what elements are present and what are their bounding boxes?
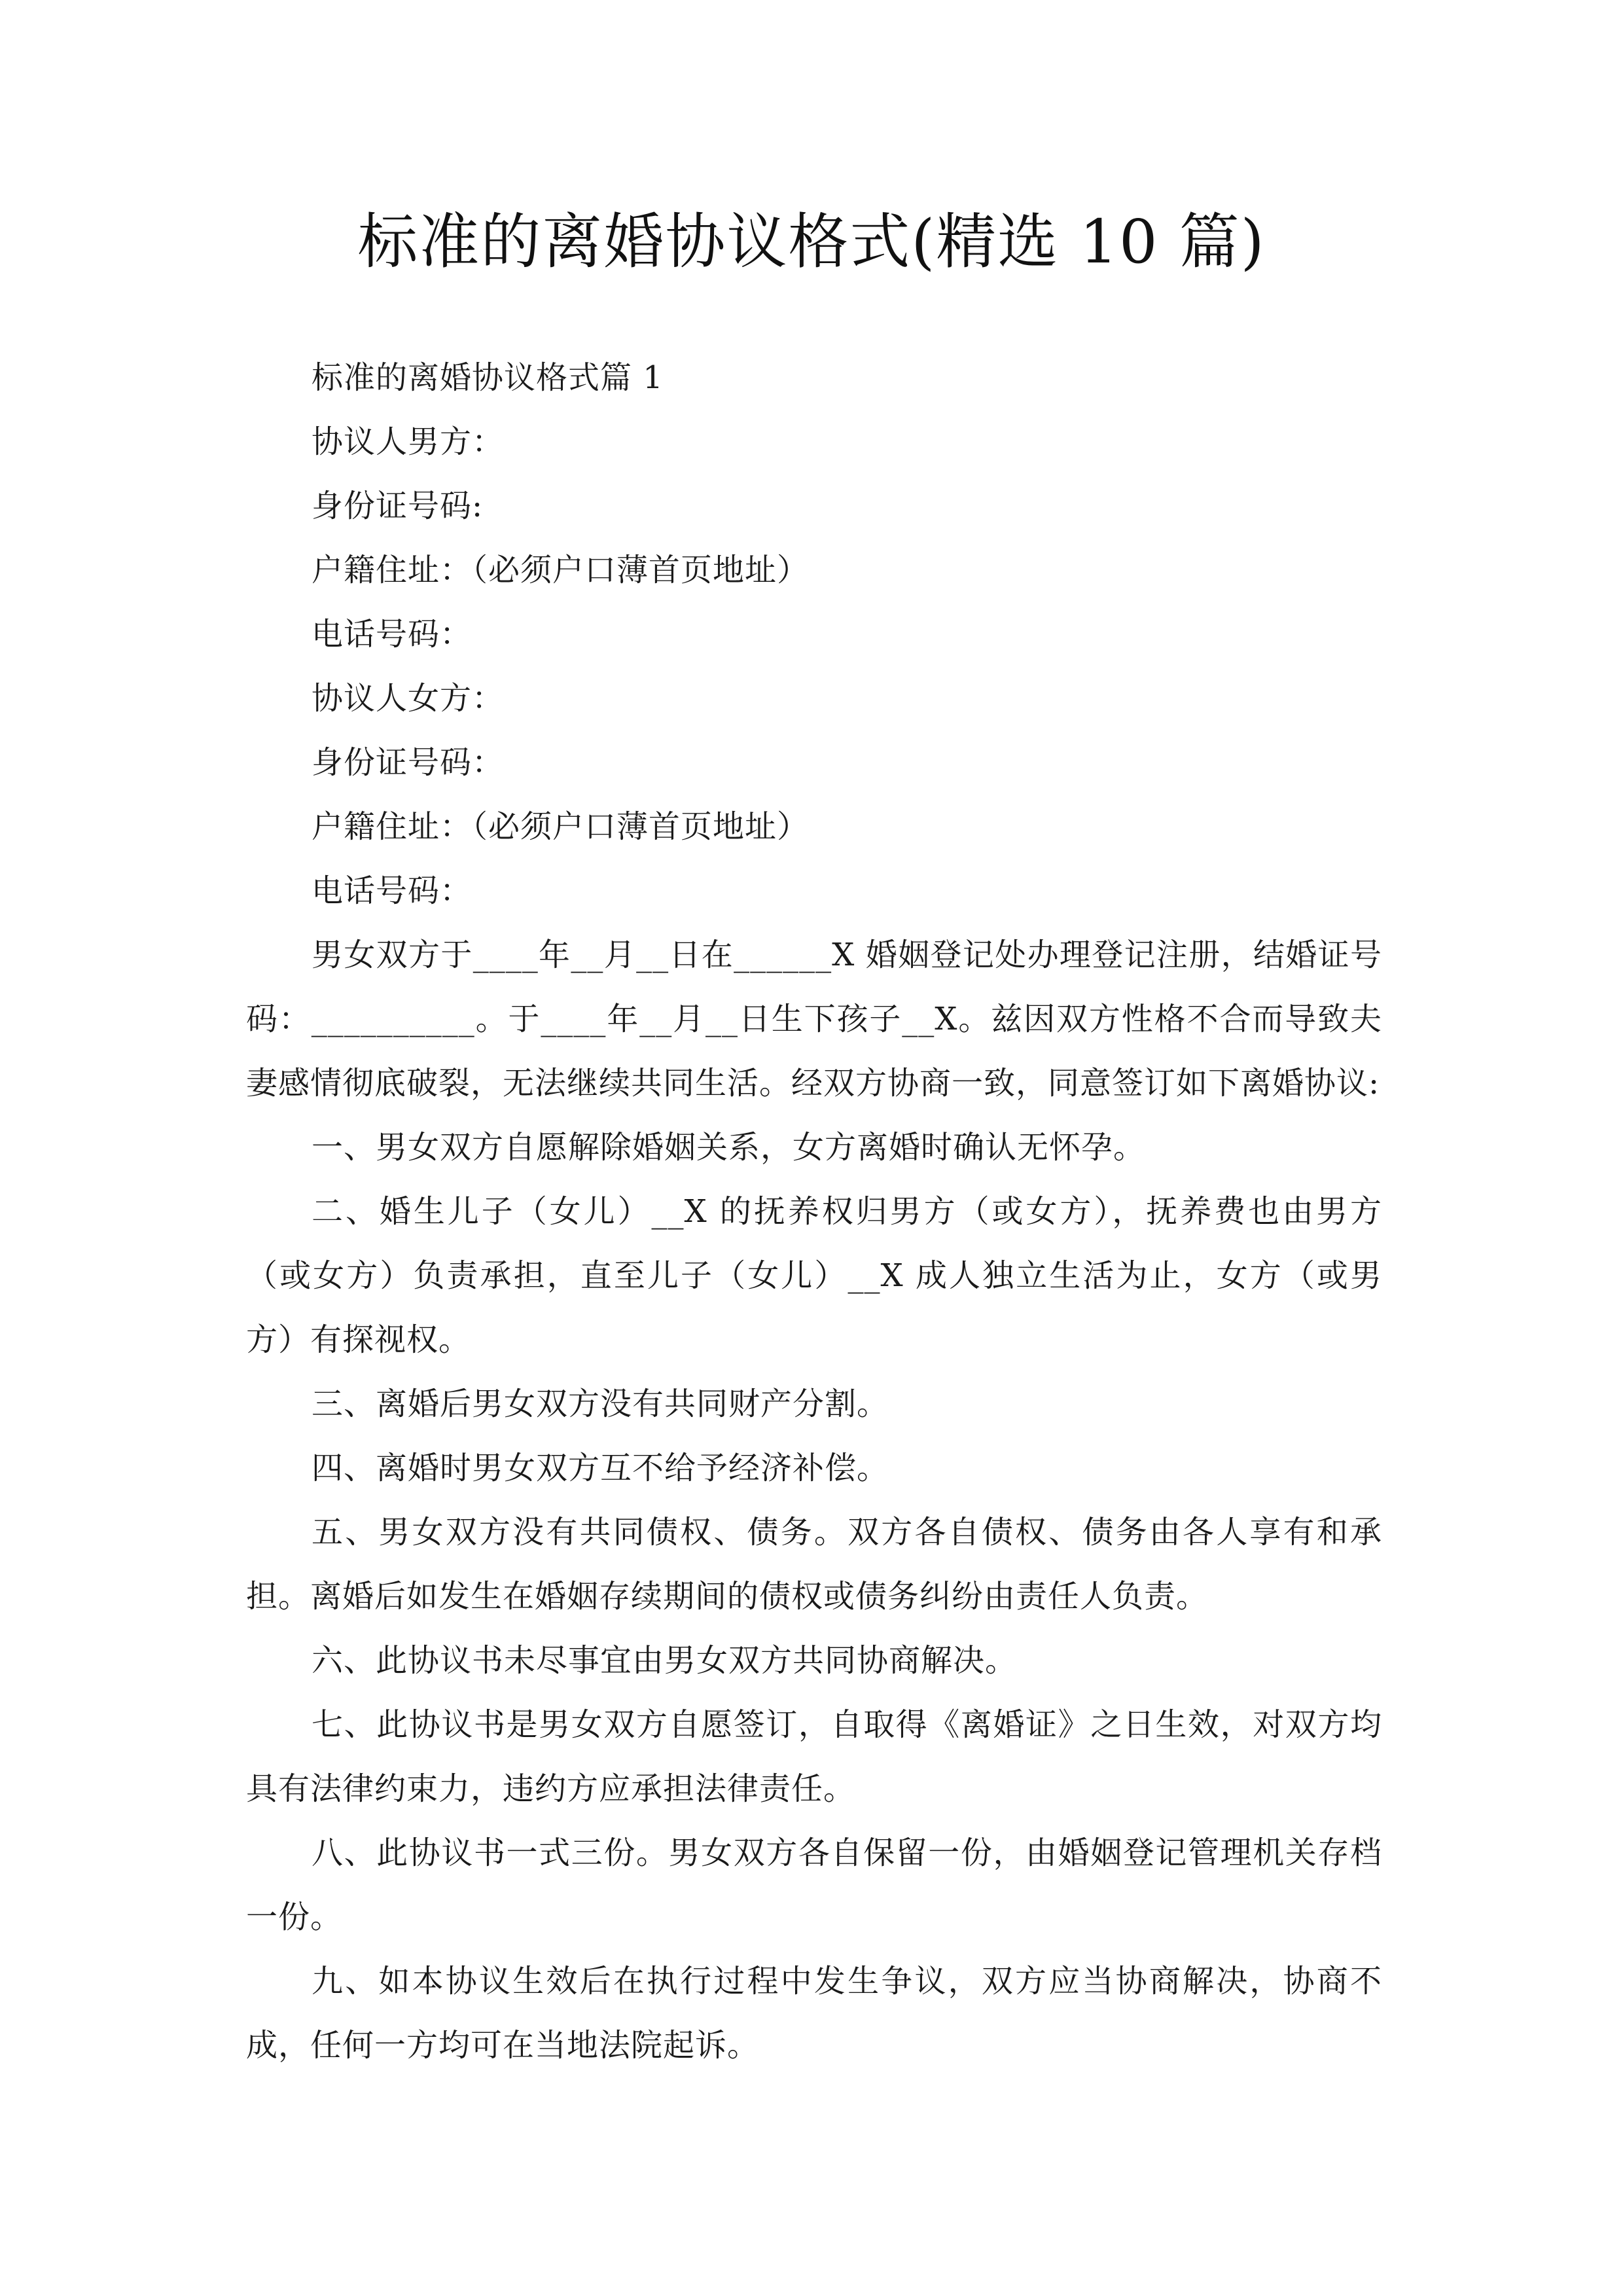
clause-4: 四、离婚时男女双方互不给予经济补偿。	[312, 1450, 889, 1486]
section-heading: 标准的离婚协议格式篇 1	[312, 359, 664, 396]
document-title: 标准的离婚协议格式(精选 10 篇)	[357, 207, 1266, 277]
female-id-number-label: 身份证号码：	[312, 744, 505, 781]
clause-9: 九、如本协议生效后在执行过程中发生争议，双方应当协商解决，协商不成，任何一方均可在当地法院起诉。	[246, 1963, 1382, 2064]
female-party-label: 协议人女方：	[312, 680, 505, 717]
clause-2: 二、婚生儿子（女儿）__X 的抚养权归男方（或女方），抚养费也由男方（或女方）负责承担，直至儿子（女儿）__X 成人独立生活为止，女方（或男方）有探视权。	[246, 1193, 1382, 1358]
clause-7: 七、此协议书是男女双方自愿签订，自取得《离婚证》之日生效，对双方均具有法律约束力，违约方应承担法律责任。	[246, 1706, 1382, 1807]
female-phone-label: 电话号码：	[312, 872, 473, 909]
male-phone-label: 电话号码：	[312, 616, 473, 653]
document-body	[246, 346, 1382, 2077]
clause-6: 六、此协议书未尽事宜由男女双方共同协商解决。	[312, 1642, 1018, 1679]
female-address-label: 户籍住址：（必须户口薄首页地址）	[312, 808, 810, 845]
preamble-paragraph: 男女双方于____年__月__日在______X 婚姻登记处办理登记注册，结婚证号码：__________。于____年__月__日生下孩子__X。兹因双方性格不合而导致夫妻感情彻底破裂，无法继续共同生活。经双方协商一致，同意签订如下离婚协议:	[246, 937, 1382, 1102]
clause-8: 八、此协议书一式三份。男女双方各自保留一份，由婚姻登记管理机关存档一份。	[246, 1835, 1382, 1935]
male-address-label: 户籍住址：（必须户口薄首页地址）	[312, 552, 810, 588]
male-id-number-label: 身份证号码:	[312, 488, 484, 524]
clause-5: 五、男女双方没有共同债权、债务。双方各自债权、债务由各人享有和承担。离婚后如发生在婚姻存续期间的债权或债务纠纷由责任人负责。	[246, 1514, 1382, 1615]
clause-3: 三、离婚后男女双方没有共同财产分割。	[312, 1386, 889, 1422]
clause-1: 一、男女双方自愿解除婚姻关系，女方离婚时确认无怀孕。	[312, 1129, 1146, 1166]
male-party-label: 协议人男方：	[312, 423, 505, 460]
